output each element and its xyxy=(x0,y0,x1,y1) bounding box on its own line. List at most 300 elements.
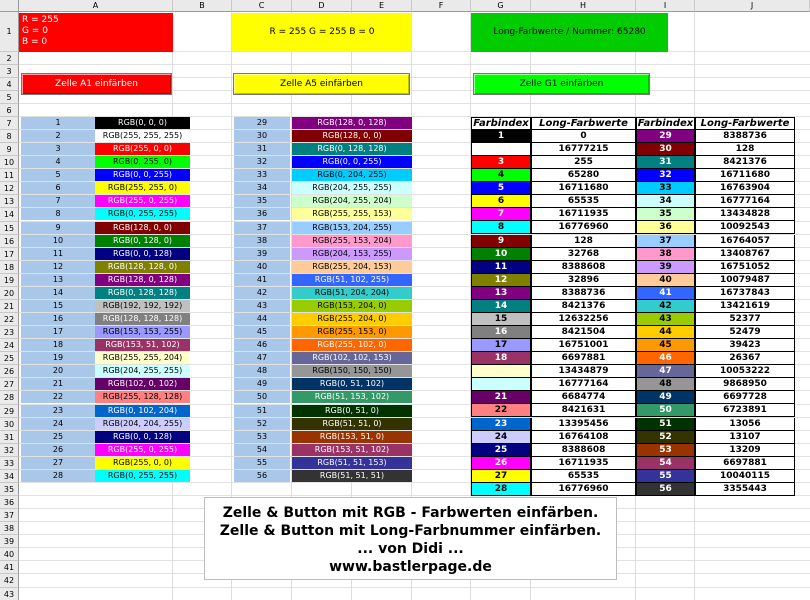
rgb-color-cell[interactable]: RGB(204, 153, 255) xyxy=(292,248,412,260)
long-value-cell: 12632256 xyxy=(531,313,636,326)
rgb-color-cell[interactable]: RGB(0, 102, 204) xyxy=(95,405,190,417)
a1-line-b: B = 0 xyxy=(22,37,48,47)
rgb-color-cell[interactable]: RGB(0, 255, 255) xyxy=(95,208,190,220)
row-header-24[interactable]: 24 xyxy=(0,339,19,352)
rgb-color-cell[interactable]: RGB(153, 51, 0) xyxy=(292,431,412,443)
column-header-b[interactable]: B xyxy=(173,0,232,12)
row-header-11[interactable]: 11 xyxy=(0,169,19,182)
rgb-color-cell[interactable]: RGB(255, 0, 255) xyxy=(95,195,190,207)
farbindex-cell[interactable]: 6 xyxy=(471,195,531,208)
rgb-index-cell: 29 xyxy=(234,117,290,129)
farbindex-cell[interactable]: 1 xyxy=(471,130,531,143)
rgb-color-cell[interactable]: RGB(150, 150, 150) xyxy=(292,365,412,377)
color-a1-button-label: Zelle A1 einfärben xyxy=(55,79,138,89)
rgb-index-cell: 16 xyxy=(21,313,95,325)
column-header-c[interactable]: C xyxy=(232,0,292,12)
rgb-color-cell[interactable]: RGB(0, 0, 0) xyxy=(95,117,190,129)
rgb-index-cell: 20 xyxy=(21,365,95,377)
farbindex-cell[interactable]: 38 xyxy=(636,248,695,261)
rgb-color-cell[interactable]: RGB(128, 0, 0) xyxy=(95,222,190,234)
color-g1-button-label: Zelle G1 einfärben xyxy=(519,79,604,89)
row-header-8[interactable]: 8 xyxy=(0,130,19,143)
rgb-color-cell[interactable]: RGB(255, 255, 255) xyxy=(95,130,190,142)
rgb-index-cell: 14 xyxy=(21,287,95,299)
color-a1-button[interactable] xyxy=(21,73,172,95)
farbindex-cell[interactable]: 16 xyxy=(471,326,531,339)
long-value-cell: 32768 xyxy=(531,248,636,261)
farbindex-cell[interactable]: 24 xyxy=(471,431,531,444)
rgb-index-cell: 27 xyxy=(21,457,95,469)
long-value-cell: 3355443 xyxy=(695,483,795,496)
rgb-index-cell: 9 xyxy=(21,222,95,234)
long-value-cell: 128 xyxy=(695,143,795,156)
rgb-index-cell: 53 xyxy=(234,431,290,443)
farbindex-cell[interactable]: 22 xyxy=(471,404,531,417)
rgb-color-cell[interactable]: RGB(255, 204, 153) xyxy=(292,261,412,273)
row-header-9[interactable]: 9 xyxy=(0,143,19,156)
rgb-color-cell[interactable]: RGB(51, 51, 0) xyxy=(292,418,412,430)
rgb-color-cell[interactable]: RGB(204, 204, 255) xyxy=(95,418,190,430)
column-header-j[interactable]: J xyxy=(695,0,810,12)
row-header-41[interactable]: 41 xyxy=(0,561,19,574)
row-header-27[interactable]: 27 xyxy=(0,378,19,391)
long-value-cell: 16777215 xyxy=(531,143,636,156)
farbindex-cell[interactable]: 56 xyxy=(636,483,695,496)
rgb-color-cell[interactable]: RGB(153, 204, 255) xyxy=(292,222,412,234)
farbindex-cell[interactable]: 31 xyxy=(636,156,695,169)
rgb-index-cell: 23 xyxy=(21,405,95,417)
rgb-color-cell[interactable]: RGB(51, 102, 255) xyxy=(292,274,412,286)
farbindex-cell[interactable]: 14 xyxy=(471,300,531,313)
column-header-e[interactable]: E xyxy=(352,0,412,12)
long-value-cell: 13434828 xyxy=(695,208,795,221)
rgb-color-cell[interactable]: RGB(0, 255, 0) xyxy=(95,156,190,168)
rgb-color-cell[interactable]: RGB(255, 0, 0) xyxy=(95,457,190,469)
long-value-cell: 10092543 xyxy=(695,221,795,234)
row-header-43[interactable]: 43 xyxy=(0,588,19,600)
row-header-4[interactable]: 4 xyxy=(0,78,19,91)
rgb-color-cell[interactable]: RGB(51, 204, 204) xyxy=(292,287,412,299)
rgb-color-cell[interactable]: RGB(204, 255, 255) xyxy=(292,182,412,194)
row-header-32[interactable]: 32 xyxy=(0,444,19,457)
cell-c1[interactable] xyxy=(232,13,412,52)
rgb-color-cell[interactable]: RGB(128, 0, 128) xyxy=(95,274,190,286)
rgb-color-cell[interactable]: RGB(255, 128, 128) xyxy=(95,391,190,403)
rgb-color-cell[interactable]: RGB(153, 51, 102) xyxy=(292,444,412,456)
rgb-color-cell[interactable]: RGB(102, 102, 153) xyxy=(292,352,412,364)
row-header-29[interactable]: 29 xyxy=(0,405,19,418)
cell-g1[interactable] xyxy=(471,13,668,52)
farbindex-cell[interactable]: 13 xyxy=(471,287,531,300)
long-value-cell: 8388608 xyxy=(531,261,636,274)
row-header-23[interactable]: 23 xyxy=(0,326,19,339)
row-header-18[interactable]: 18 xyxy=(0,261,19,274)
long-value-cell: 16764108 xyxy=(531,431,636,444)
rgb-color-cell[interactable]: RGB(0, 128, 128) xyxy=(95,287,190,299)
farbindex-cell[interactable]: 43 xyxy=(636,313,695,326)
rgb-color-cell[interactable]: RGB(255, 0, 0) xyxy=(95,143,190,155)
rgb-index-cell: 55 xyxy=(234,457,290,469)
column-header-h[interactable]: H xyxy=(531,0,636,12)
rgb-color-cell[interactable]: RGB(192, 192, 192) xyxy=(95,300,190,312)
farbindex-cell[interactable]: 8 xyxy=(471,221,531,234)
row-header-42[interactable]: 42 xyxy=(0,574,19,587)
cell-a1[interactable] xyxy=(19,13,173,52)
rgb-index-cell: 2 xyxy=(21,130,95,142)
row-header-3[interactable]: 3 xyxy=(0,65,19,78)
farbindex-cell[interactable]: 12 xyxy=(471,274,531,287)
long-value-cell: 13056 xyxy=(695,418,795,431)
farbindex-cell[interactable]: 37 xyxy=(636,235,695,248)
rgb-color-cell[interactable]: RGB(0, 204, 255) xyxy=(292,169,412,181)
long-value-cell: 16763904 xyxy=(695,182,795,195)
long-value-cell: 13434879 xyxy=(531,365,636,378)
long-table-header: Farbindex xyxy=(637,118,694,129)
long-value-cell: 52479 xyxy=(695,326,795,339)
row-header-30[interactable]: 30 xyxy=(0,418,19,431)
farbindex-cell[interactable]: 54 xyxy=(636,457,695,470)
rgb-color-cell[interactable]: RGB(128, 128, 0) xyxy=(95,261,190,273)
long-value-cell: 13209 xyxy=(695,444,795,457)
long-value-cell: 65535 xyxy=(531,195,636,208)
rgb-index-cell: 52 xyxy=(234,418,290,430)
rgb-color-cell[interactable]: RGB(128, 0, 0) xyxy=(292,130,412,142)
rgb-color-cell[interactable]: RGB(204, 255, 255) xyxy=(95,365,190,377)
row-header-17[interactable]: 17 xyxy=(0,248,19,261)
column-header-a[interactable]: A xyxy=(19,0,173,12)
farbindex-cell[interactable]: 40 xyxy=(636,274,695,287)
rgb-index-cell: 39 xyxy=(234,248,290,260)
farbindex-cell[interactable]: 34 xyxy=(636,195,695,208)
row-header-6[interactable]: 6 xyxy=(0,104,19,117)
farbindex-cell[interactable]: 51 xyxy=(636,418,695,431)
long-value-cell: 16776960 xyxy=(531,483,636,496)
long-value-cell: 6723891 xyxy=(695,404,795,417)
long-value-cell: 8421376 xyxy=(695,156,795,169)
farbindex-cell[interactable]: 28 xyxy=(471,483,531,496)
long-value-cell: 255 xyxy=(531,156,636,169)
c1-text: R = 255 G = 255 B = 0 xyxy=(269,27,375,37)
rgb-color-cell[interactable]: RGB(0, 51, 0) xyxy=(292,405,412,417)
column-header-i[interactable]: I xyxy=(636,0,695,12)
long-value-cell: 32896 xyxy=(531,274,636,287)
row-header-16[interactable]: 16 xyxy=(0,235,19,248)
rgb-index-cell: 42 xyxy=(234,287,290,299)
rgb-index-cell: 4 xyxy=(21,156,95,168)
row-header-7[interactable]: 7 xyxy=(0,117,19,130)
rgb-index-cell: 44 xyxy=(234,313,290,325)
long-value-cell: 16737843 xyxy=(695,287,795,300)
long-value-cell: 16711680 xyxy=(531,182,636,195)
rgb-index-cell: 50 xyxy=(234,391,290,403)
row-header-37[interactable]: 37 xyxy=(0,509,19,522)
long-value-cell: 65535 xyxy=(531,470,636,483)
long-value-cell: 16711935 xyxy=(531,457,636,470)
row-header-39[interactable]: 39 xyxy=(0,535,19,548)
row-header-14[interactable]: 14 xyxy=(0,208,19,221)
rgb-color-cell[interactable]: RGB(0, 0, 255) xyxy=(95,169,190,181)
long-value-cell: 26367 xyxy=(695,352,795,365)
row-header-36[interactable]: 36 xyxy=(0,496,19,509)
long-value-cell: 8388736 xyxy=(531,287,636,300)
rgb-index-cell: 10 xyxy=(21,235,95,247)
long-value-cell: 9868950 xyxy=(695,378,795,391)
long-value-cell: 65280 xyxy=(531,169,636,182)
row-header-28[interactable]: 28 xyxy=(0,391,19,404)
farbindex-cell[interactable]: 15 xyxy=(471,313,531,326)
a1-line-g: G = 0 xyxy=(22,26,48,36)
long-value-cell: 6697881 xyxy=(531,352,636,365)
farbindex-cell[interactable]: 21 xyxy=(471,391,531,404)
long-value-cell: 10040115 xyxy=(695,470,795,483)
farbindex-cell[interactable]: 32 xyxy=(636,169,695,182)
farbindex-cell[interactable]: 36 xyxy=(636,221,695,234)
long-value-cell: 10079487 xyxy=(695,274,795,287)
long-value-cell: 8388608 xyxy=(531,444,636,457)
farbindex-cell[interactable]: 53 xyxy=(636,444,695,457)
farbindex-cell[interactable]: 47 xyxy=(636,365,695,378)
long-value-cell: 8421631 xyxy=(531,404,636,417)
rgb-index-cell: 48 xyxy=(234,365,290,377)
rgb-index-cell: 28 xyxy=(21,470,95,482)
rgb-color-cell[interactable]: RGB(0, 0, 128) xyxy=(95,431,190,443)
rgb-color-cell[interactable]: RGB(204, 255, 204) xyxy=(292,195,412,207)
farbindex-cell[interactable]: 35 xyxy=(636,208,695,221)
long-value-cell: 39423 xyxy=(695,339,795,352)
long-value-cell: 16777164 xyxy=(531,378,636,391)
row-header-35[interactable]: 35 xyxy=(0,483,19,496)
banner-line-2: Zelle & Button mit Long-Farbnummer einfärben. xyxy=(219,523,602,539)
farbindex-cell[interactable]: 7 xyxy=(471,208,531,221)
rgb-color-cell[interactable]: RGB(255, 0, 255) xyxy=(95,444,190,456)
farbindex-cell[interactable] xyxy=(471,378,531,391)
rgb-index-cell: 22 xyxy=(21,391,95,403)
rgb-color-cell[interactable]: RGB(153, 51, 102) xyxy=(95,339,190,351)
column-header-g[interactable]: G xyxy=(471,0,531,12)
rgb-index-cell: 45 xyxy=(234,326,290,338)
farbindex-cell[interactable]: 41 xyxy=(636,287,695,300)
farbindex-cell[interactable]: 26 xyxy=(471,457,531,470)
rgb-index-cell: 35 xyxy=(234,195,290,207)
rgb-index-cell: 25 xyxy=(21,431,95,443)
rgb-color-cell[interactable]: RGB(0, 128, 128) xyxy=(292,143,412,155)
rgb-index-cell: 26 xyxy=(21,444,95,456)
rgb-index-cell: 12 xyxy=(21,261,95,273)
grid-row-line xyxy=(19,103,810,104)
row-header-10[interactable]: 10 xyxy=(0,156,19,169)
rgb-index-cell: 6 xyxy=(21,182,95,194)
row-header-13[interactable]: 13 xyxy=(0,195,19,208)
rgb-index-cell: 31 xyxy=(234,143,290,155)
farbindex-cell[interactable]: 17 xyxy=(471,339,531,352)
rgb-color-cell[interactable]: RGB(255, 102, 0) xyxy=(292,339,412,351)
long-value-cell: 16776960 xyxy=(531,221,636,234)
grid-row-line xyxy=(19,587,810,588)
row-header-33[interactable]: 33 xyxy=(0,457,19,470)
long-table-header: Long-Farbwerte xyxy=(695,117,795,130)
long-value-cell: 16711935 xyxy=(531,208,636,221)
long-value-cell: 6697881 xyxy=(695,457,795,470)
farbindex-cell[interactable]: 55 xyxy=(636,470,695,483)
farbindex-cell[interactable]: 33 xyxy=(636,182,695,195)
row-header-40[interactable]: 40 xyxy=(0,548,19,561)
farbindex-cell[interactable]: 9 xyxy=(471,235,531,248)
row-header-26[interactable]: 26 xyxy=(0,365,19,378)
long-value-cell: 13395456 xyxy=(531,418,636,431)
rgb-color-cell[interactable]: RGB(0, 0, 255) xyxy=(292,156,412,168)
row-header-25[interactable]: 25 xyxy=(0,352,19,365)
rgb-index-cell: 11 xyxy=(21,248,95,260)
rgb-color-cell[interactable]: RGB(0, 0, 128) xyxy=(95,248,190,260)
farbindex-cell[interactable]: 39 xyxy=(636,261,695,274)
rgb-index-cell: 3 xyxy=(21,143,95,155)
farbindex-cell[interactable]: 4 xyxy=(471,169,531,182)
rgb-color-cell[interactable]: RGB(102, 0, 102) xyxy=(95,378,190,390)
g1-text: Long-Farbwerte / Nummer: 65280 xyxy=(493,27,646,37)
long-value-cell: 13107 xyxy=(695,431,795,444)
column-header-f[interactable]: F xyxy=(412,0,471,12)
row-header-20[interactable]: 20 xyxy=(0,287,19,300)
grid-row-line xyxy=(19,64,810,65)
rgb-color-cell[interactable]: RGB(128, 0, 128) xyxy=(292,117,412,129)
rgb-index-cell: 5 xyxy=(21,169,95,181)
rgb-index-cell: 40 xyxy=(234,261,290,273)
rgb-index-cell: 54 xyxy=(234,444,290,456)
rgb-index-cell: 32 xyxy=(234,156,290,168)
farbindex-cell[interactable]: 49 xyxy=(636,391,695,404)
rgb-index-cell: 30 xyxy=(234,130,290,142)
select-all-corner[interactable] xyxy=(0,0,19,12)
banner-line-1: Zelle & Button mit RGB - Farbwerten einfärben. xyxy=(222,505,599,521)
rgb-color-cell[interactable]: RGB(255, 255, 0) xyxy=(95,182,190,194)
color-a5-button[interactable] xyxy=(233,73,410,95)
long-value-cell: 13408767 xyxy=(695,248,795,261)
row-header-19[interactable]: 19 xyxy=(0,274,19,287)
row-header-1[interactable]: 1 xyxy=(0,12,19,52)
rgb-color-cell[interactable]: RGB(128, 128, 128) xyxy=(95,313,190,325)
row-header-22[interactable]: 22 xyxy=(0,313,19,326)
banner-line-3: ... von Didi ... xyxy=(357,541,464,557)
long-value-cell: 52377 xyxy=(695,313,795,326)
rgb-color-cell[interactable]: RGB(51, 153, 102) xyxy=(292,391,412,403)
rgb-index-cell: 46 xyxy=(234,339,290,351)
rgb-index-cell: 8 xyxy=(21,208,95,220)
long-value-cell: 8388736 xyxy=(695,130,795,143)
farbindex-cell[interactable]: 42 xyxy=(636,300,695,313)
farbindex-cell[interactable]: 11 xyxy=(471,261,531,274)
color-a5-button-label: Zelle A5 einfärben xyxy=(280,79,363,89)
row-header-21[interactable]: 21 xyxy=(0,300,19,313)
column-header-d[interactable]: D xyxy=(292,0,352,12)
long-value-cell: 16751052 xyxy=(695,261,795,274)
long-value-cell: 128 xyxy=(531,235,636,248)
farbindex-cell[interactable]: 18 xyxy=(471,352,531,365)
rgb-index-cell: 1 xyxy=(21,117,95,129)
farbindex-cell[interactable]: 46 xyxy=(636,352,695,365)
rgb-index-cell: 37 xyxy=(234,222,290,234)
rgb-color-cell[interactable]: RGB(255, 153, 204) xyxy=(292,235,412,247)
rgb-index-cell: 19 xyxy=(21,352,95,364)
rgb-index-cell: 47 xyxy=(234,352,290,364)
rgb-index-cell: 13 xyxy=(21,274,95,286)
farbindex-cell[interactable]: 50 xyxy=(636,404,695,417)
long-value-cell: 8421376 xyxy=(531,300,636,313)
long-value-cell: 6684774 xyxy=(531,391,636,404)
rgb-color-cell[interactable]: RGB(153, 153, 255) xyxy=(95,326,190,338)
farbindex-cell[interactable]: 48 xyxy=(636,378,695,391)
farbindex-cell[interactable]: 45 xyxy=(636,339,695,352)
row-header-5[interactable]: 5 xyxy=(0,91,19,104)
row-header-38[interactable]: 38 xyxy=(0,522,19,535)
long-value-cell: 16711680 xyxy=(695,169,795,182)
rgb-color-cell[interactable]: RGB(255, 153, 0) xyxy=(292,326,412,338)
rgb-index-cell: 49 xyxy=(234,378,290,390)
row-header-2[interactable]: 2 xyxy=(0,52,19,65)
farbindex-cell[interactable]: 23 xyxy=(471,418,531,431)
info-banner xyxy=(204,497,617,580)
long-value-cell: 10053222 xyxy=(695,365,795,378)
farbindex-cell[interactable]: 3 xyxy=(471,156,531,169)
long-value-cell: 16751001 xyxy=(531,339,636,352)
farbindex-cell[interactable]: 5 xyxy=(471,182,531,195)
rgb-color-cell[interactable]: RGB(255, 255, 204) xyxy=(95,352,190,364)
farbindex-cell[interactable]: 10 xyxy=(471,248,531,261)
rgb-index-cell: 33 xyxy=(234,169,290,181)
farbindex-cell[interactable]: 27 xyxy=(471,470,531,483)
long-value-cell: 13421619 xyxy=(695,300,795,313)
rgb-color-cell[interactable]: RGB(51, 51, 51) xyxy=(292,470,412,482)
rgb-index-cell: 7 xyxy=(21,195,95,207)
rgb-index-cell: 34 xyxy=(234,182,290,194)
row-header-15[interactable]: 15 xyxy=(0,222,19,235)
long-value-cell: 16777164 xyxy=(695,195,795,208)
row-header-34[interactable]: 34 xyxy=(0,470,19,483)
rgb-color-cell[interactable]: RGB(0, 128, 0) xyxy=(95,235,190,247)
farbindex-cell[interactable] xyxy=(471,365,531,378)
rgb-index-cell: 36 xyxy=(234,208,290,220)
farbindex-cell[interactable] xyxy=(471,143,531,156)
rgb-index-cell: 18 xyxy=(21,339,95,351)
rgb-color-cell[interactable]: RGB(255, 255, 153) xyxy=(292,208,412,220)
rgb-index-cell: 24 xyxy=(21,418,95,430)
rgb-color-cell[interactable]: RGB(51, 51, 153) xyxy=(292,457,412,469)
rgb-index-cell: 43 xyxy=(234,300,290,312)
long-value-cell: 8421504 xyxy=(531,326,636,339)
rgb-index-cell: 41 xyxy=(234,274,290,286)
banner-line-4: www.bastlerpage.de xyxy=(329,559,492,575)
long-table-header: Long-Farbwerte xyxy=(531,117,636,130)
rgb-index-cell: 51 xyxy=(234,405,290,417)
rgb-index-cell: 17 xyxy=(21,326,95,338)
rgb-index-cell: 38 xyxy=(234,235,290,247)
farbindex-cell[interactable]: 29 xyxy=(636,130,695,143)
color-g1-button[interactable] xyxy=(473,73,650,95)
long-value-cell: 16764057 xyxy=(695,235,795,248)
rgb-color-cell[interactable]: RGB(0, 51, 102) xyxy=(292,378,412,390)
row-header-31[interactable]: 31 xyxy=(0,431,19,444)
row-header-12[interactable]: 12 xyxy=(0,182,19,195)
rgb-color-cell[interactable]: RGB(255, 204, 0) xyxy=(292,313,412,325)
a1-line-r: R = 255 xyxy=(22,15,59,25)
rgb-index-cell: 21 xyxy=(21,378,95,390)
farbindex-cell[interactable]: 44 xyxy=(636,326,695,339)
farbindex-cell[interactable]: 25 xyxy=(471,444,531,457)
rgb-color-cell[interactable]: RGB(153, 204, 0) xyxy=(292,300,412,312)
rgb-color-cell[interactable]: RGB(0, 255, 255) xyxy=(95,470,190,482)
farbindex-cell[interactable]: 52 xyxy=(636,431,695,444)
farbindex-cell[interactable]: 30 xyxy=(636,143,695,156)
long-table-header: Farbindex xyxy=(471,117,531,130)
